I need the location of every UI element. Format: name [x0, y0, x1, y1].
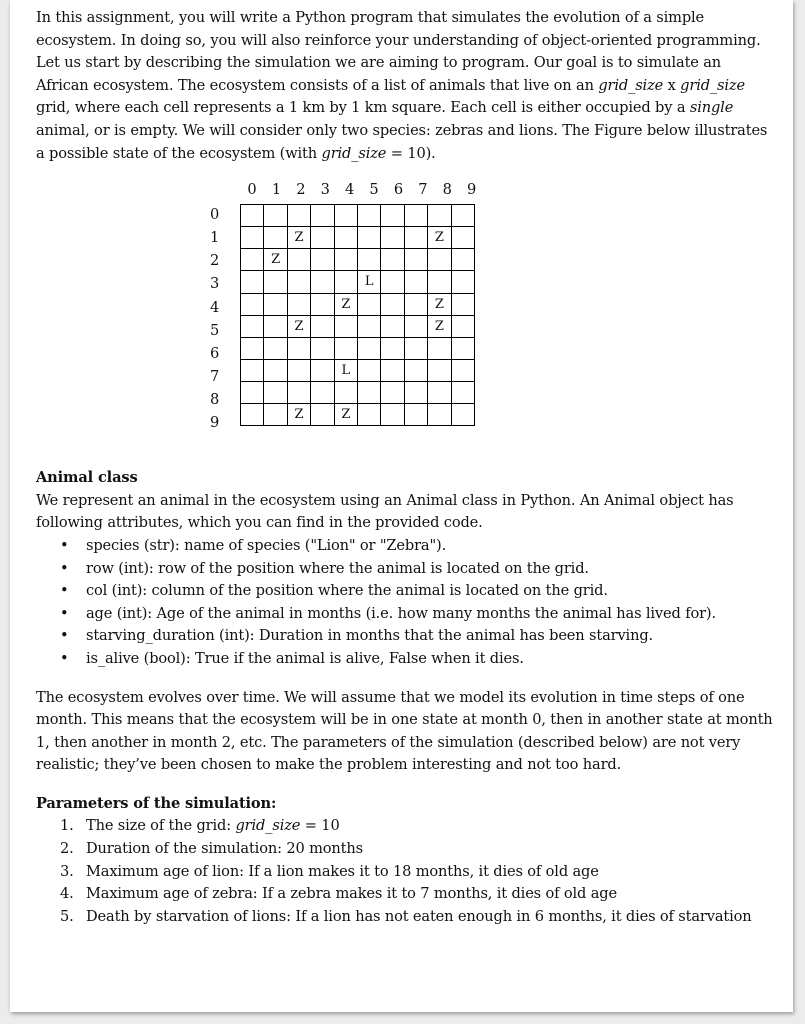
grid-cell	[357, 404, 380, 426]
grid-cell	[404, 315, 427, 337]
grid-cell: L	[357, 271, 380, 293]
grid-cell	[428, 271, 451, 293]
grid-cell	[404, 227, 427, 249]
parameter-item: 2. Duration of the simulation: 20 months	[60, 840, 363, 858]
grid-row	[241, 227, 475, 249]
grid-row	[241, 404, 475, 426]
grid-cell	[381, 205, 404, 227]
grid-cell	[334, 315, 357, 337]
parameter-item: 5. Death by starvation of lions: If a lion has not eaten enough in 6 months, it dies of starvation	[60, 907, 752, 925]
intro-paragraph: In this assignment, you will write a Python program that simulates the evolution of a simple ecosystem. In doing so, you will also reinforce your understanding of object-oriented programming. Let us start by describing the simulation we are aiming to program. Our goal is to simulate an African ecosystem. The ecosystem consists of a list of animals that live on an grid_size x grid_size grid, where each cell represents a 1 km by 1 km square. Each cell is either occupied by a single animal, or is empty. We will consider only two species: zebras and lions. The Figure below illustrates a possible state of the ecosystem (with grid_size = 10).	[36, 9, 768, 162]
grid-cell: Z	[428, 315, 451, 337]
grid-cell	[381, 271, 404, 293]
grid-cell	[404, 249, 427, 271]
grid-column-label: 0	[247, 181, 257, 199]
grid-cell: Z	[334, 404, 357, 426]
grid-cell	[381, 359, 404, 381]
grid-cell: Z	[428, 293, 451, 315]
grid-cell	[264, 271, 287, 293]
grid-cell	[241, 359, 264, 381]
grid-row-label: 8	[210, 390, 220, 408]
grid-cell	[381, 381, 404, 403]
grid-cell	[311, 205, 334, 227]
grid-row	[241, 249, 475, 271]
grid-cell	[264, 337, 287, 359]
attribute-item: • row (int): row of the position where the animal is located on the grid.	[36, 558, 776, 581]
grid-cell	[287, 337, 310, 359]
grid-cell	[264, 227, 287, 249]
parameter-item: 3. Maximum age of lion: If a lion makes it to 18 months, it dies of old age	[60, 862, 599, 880]
grid-cell	[264, 404, 287, 426]
grid-cell	[264, 293, 287, 315]
grid-cell	[404, 205, 427, 227]
grid-cell	[241, 271, 264, 293]
grid-cell	[287, 381, 310, 403]
grid-cell	[357, 205, 380, 227]
grid-cell	[428, 359, 451, 381]
parameters-heading: Parameters of the simulation:	[36, 794, 277, 812]
grid-cell	[311, 359, 334, 381]
grid-row-label: 0	[210, 206, 220, 224]
grid-cell: L	[334, 359, 357, 381]
grid-cell	[287, 359, 310, 381]
grid-column-label: 8	[442, 181, 452, 199]
grid-cell: Z	[428, 227, 451, 249]
parameter-item: 1. The size of the grid: grid_size = 10	[60, 817, 340, 835]
grid-cell	[334, 271, 357, 293]
grid-cell	[381, 315, 404, 337]
grid-cell	[404, 293, 427, 315]
grid-cell	[264, 359, 287, 381]
grid-cell	[241, 381, 264, 403]
grid-cell	[287, 271, 310, 293]
grid-cell	[287, 293, 310, 315]
grid-cell	[357, 359, 380, 381]
grid-column-label: 3	[320, 181, 330, 199]
grid-cell	[428, 404, 451, 426]
grid-cell	[311, 315, 334, 337]
grid-cell	[311, 293, 334, 315]
grid-cell	[428, 337, 451, 359]
grid-column-label: 9	[467, 181, 477, 199]
grid-column-label: 2	[296, 181, 306, 199]
grid-column-label: 5	[369, 181, 379, 199]
grid-row	[241, 205, 475, 227]
ecosystem-grid	[240, 204, 475, 426]
grid-cell	[311, 337, 334, 359]
grid-row-label: 6	[210, 344, 220, 362]
grid-cell	[334, 249, 357, 271]
ecosystem-figure	[36, 173, 776, 453]
grid-cell	[334, 381, 357, 403]
grid-cell	[428, 205, 451, 227]
grid-cell	[451, 404, 474, 426]
grid-cell	[451, 271, 474, 293]
grid-cell	[241, 249, 264, 271]
parameter-item: 4. Maximum age of zebra: If a zebra makes it to 7 months, it dies of old age	[60, 885, 617, 903]
grid-cell	[404, 337, 427, 359]
grid-cell	[357, 293, 380, 315]
grid-cell	[264, 205, 287, 227]
attribute-item: • starving_duration (int): Duration in months that the animal has been starving.	[36, 625, 776, 648]
grid-row	[241, 293, 475, 315]
evolution-paragraph: The ecosystem evolves over time. We will assume that we model its evolution in time steps of one month. This means that the ecosystem will be in one state at month 0, then in another state at month 1, then another in month 2, etc. The parameters of the simulation (described below) are not very realistic; they’ve been chosen to make the problem interesting and not too hard.	[36, 688, 773, 774]
grid-cell: Z	[334, 293, 357, 315]
grid-cell	[311, 271, 334, 293]
attribute-item: • col (int): column of the position where the animal is located on the grid.	[36, 580, 776, 603]
grid-cell	[311, 381, 334, 403]
grid-cell	[451, 359, 474, 381]
grid-cell	[334, 227, 357, 249]
grid-cell	[241, 227, 264, 249]
grid-cell	[241, 293, 264, 315]
grid-cell	[451, 205, 474, 227]
animal-class-paragraph: We represent an animal in the ecosystem using an Animal class in Python. An Animal object has following attributes, which you can find in the provided code.	[36, 491, 734, 532]
grid-column-label: 6	[393, 181, 403, 199]
grid-row	[241, 359, 475, 381]
grid-column-label: 1	[271, 181, 281, 199]
attribute-list	[36, 535, 776, 671]
grid-cell	[404, 271, 427, 293]
attribute-item: • species (str): name of species ("Lion" or "Zebra").	[36, 535, 776, 558]
grid-cell	[381, 404, 404, 426]
grid-cell	[451, 227, 474, 249]
grid-cell	[381, 293, 404, 315]
grid-cell	[404, 381, 427, 403]
grid-cell	[241, 205, 264, 227]
grid-cell	[428, 249, 451, 271]
grid-row-label: 5	[210, 321, 220, 339]
animal-class-heading: Animal class	[36, 469, 138, 487]
grid-cell	[334, 337, 357, 359]
grid-column-label: 4	[345, 181, 355, 199]
grid-cell	[451, 337, 474, 359]
grid-row	[241, 315, 475, 337]
grid-cell	[428, 381, 451, 403]
grid-cell	[264, 381, 287, 403]
document-content	[36, 7, 776, 928]
grid-cell	[287, 249, 310, 271]
grid-cell	[381, 249, 404, 271]
grid-row-label: 4	[210, 298, 220, 316]
grid-cell: Z	[264, 249, 287, 271]
grid-cell	[334, 205, 357, 227]
grid-cell	[404, 404, 427, 426]
grid-row-label: 2	[210, 252, 220, 270]
grid-cell	[451, 315, 474, 337]
attribute-item: • age (int): Age of the animal in months (i.e. how many months the animal has lived for).	[36, 603, 776, 626]
grid-cell	[311, 249, 334, 271]
document-page	[10, 0, 793, 1012]
grid-cell	[241, 337, 264, 359]
grid-cell	[241, 315, 264, 337]
parameters-list	[36, 815, 776, 928]
grid-row-label: 9	[210, 414, 220, 432]
grid-cell	[287, 205, 310, 227]
grid-cell: Z	[287, 227, 310, 249]
grid-row	[241, 381, 475, 403]
grid-cell	[264, 315, 287, 337]
grid-cell	[357, 381, 380, 403]
grid-cell	[241, 404, 264, 426]
grid-cell: Z	[287, 315, 310, 337]
grid-cell	[357, 227, 380, 249]
grid-cell	[357, 315, 380, 337]
grid-cell: Z	[287, 404, 310, 426]
grid-cell	[451, 249, 474, 271]
attribute-item: • is_alive (bool): True if the animal is alive, False when it dies.	[36, 648, 776, 671]
grid-column-label: 7	[418, 181, 428, 199]
grid-row-label: 1	[210, 229, 220, 247]
grid-cell	[311, 404, 334, 426]
grid-cell	[311, 227, 334, 249]
grid-cell	[451, 381, 474, 403]
grid-cell	[381, 337, 404, 359]
grid-row-label: 3	[210, 275, 220, 293]
grid-cell	[451, 293, 474, 315]
grid-row-label: 7	[210, 367, 220, 385]
grid-cell	[357, 249, 380, 271]
grid-cell	[404, 359, 427, 381]
grid-cell	[381, 227, 404, 249]
grid-cell	[357, 337, 380, 359]
grid-row	[241, 271, 475, 293]
grid-row	[241, 337, 475, 359]
